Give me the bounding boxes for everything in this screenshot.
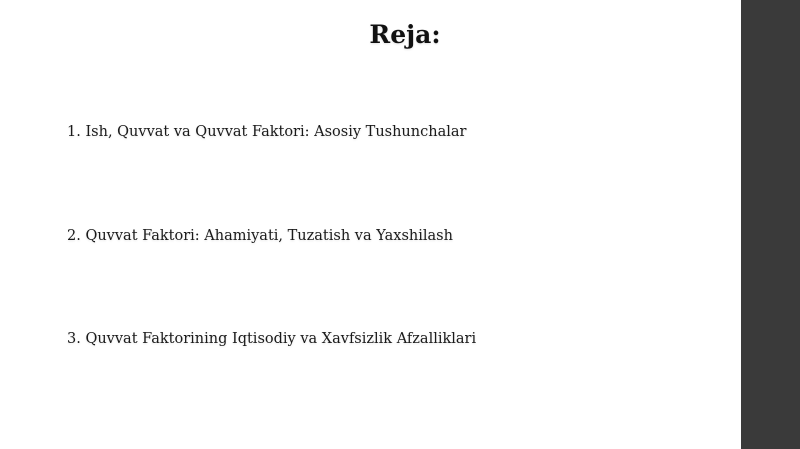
agenda-item-3: 3. Quvvat Faktorining Iqtisodiy va Xavfsizlik Afzalliklari: [67, 331, 477, 347]
agenda-item-2: 2. Quvvat Faktori: Ahamiyati, Tuzatish va Yaxshilash: [67, 228, 453, 244]
agenda-item-1: 1. Ish, Quvvat va Quvvat Faktori: Asosiy Tushunchalar: [67, 124, 467, 140]
side-panel: [741, 0, 800, 449]
slide-title: Reja:: [369, 20, 441, 49]
